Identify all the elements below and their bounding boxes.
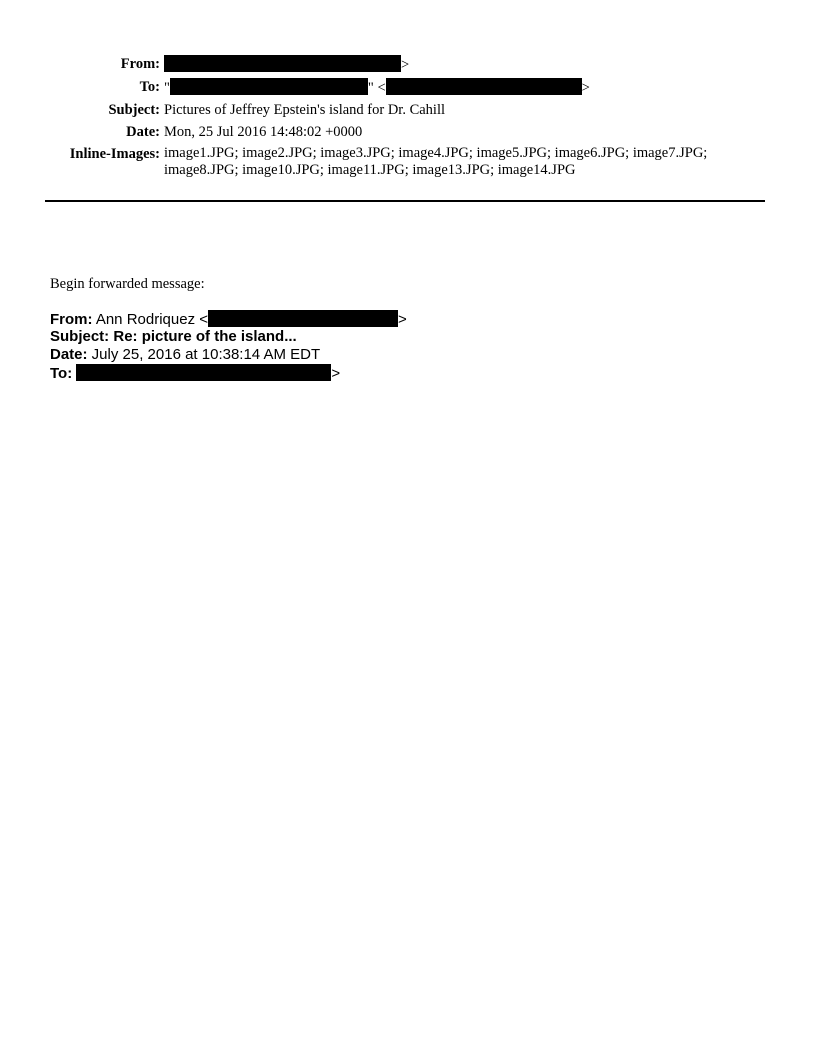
email-header-table <box>30 53 724 181</box>
forwarded-date-line <box>50 346 407 364</box>
forwarded-date-value: July 25, 2016 at 10:38:14 AM EDT <box>87 346 321 363</box>
to-value <box>164 76 724 99</box>
forwarded-message-header <box>50 310 407 382</box>
from-value <box>164 53 724 76</box>
inline-images-value: image1.JPG; image2.JPG; image3.JPG; image4.JPG; image5.JPG; image6.JPG; image7.JPG; image8.JPG; image10.JPG; image11.JPG; image13.JPG; image14.JPG <box>164 145 708 178</box>
header-subject-row <box>30 99 724 121</box>
subject-value: Pictures of Jeffrey Epstein's island for Dr. Cahill <box>164 102 446 118</box>
forwarded-from-label: From: <box>50 311 93 328</box>
forwarded-intro: Begin forwarded message: <box>50 276 205 292</box>
forwarded-to-line <box>50 364 407 382</box>
redaction-block <box>386 78 582 95</box>
from-suffix: > <box>401 57 410 73</box>
to-quote-open: " <box>164 80 170 96</box>
to-quote-close: " < <box>367 80 386 96</box>
to-label: To: <box>139 79 160 95</box>
redaction-block <box>76 364 331 381</box>
header-to-row <box>30 76 724 99</box>
from-label: From: <box>120 56 160 72</box>
forwarded-from-suffix: > <box>398 311 407 328</box>
forwarded-to-suffix: > <box>331 365 341 382</box>
header-divider <box>45 200 765 202</box>
header-inline-images-row <box>30 143 724 181</box>
forwarded-subject-value: Re: picture of the island... <box>109 328 297 345</box>
redaction-block <box>164 55 401 72</box>
forwarded-subject-line <box>50 328 407 346</box>
header-from-row <box>30 53 724 76</box>
header-date-row <box>30 121 724 143</box>
to-suffix: > <box>581 80 590 96</box>
forwarded-from-line <box>50 310 407 328</box>
date-value: Mon, 25 Jul 2016 14:48:02 +0000 <box>164 124 363 140</box>
subject-label: Subject: <box>108 102 160 118</box>
forwarded-subject-label: Subject: <box>50 328 110 345</box>
forwarded-from-name: Ann Rodriquez < <box>92 311 208 328</box>
redaction-block <box>208 310 398 327</box>
date-label: Date: <box>126 124 160 140</box>
redaction-block <box>170 78 368 95</box>
forwarded-to-label: To: <box>50 365 73 382</box>
forwarded-date-label: Date: <box>50 346 88 363</box>
inline-images-label: Inline-Images: <box>69 146 160 162</box>
